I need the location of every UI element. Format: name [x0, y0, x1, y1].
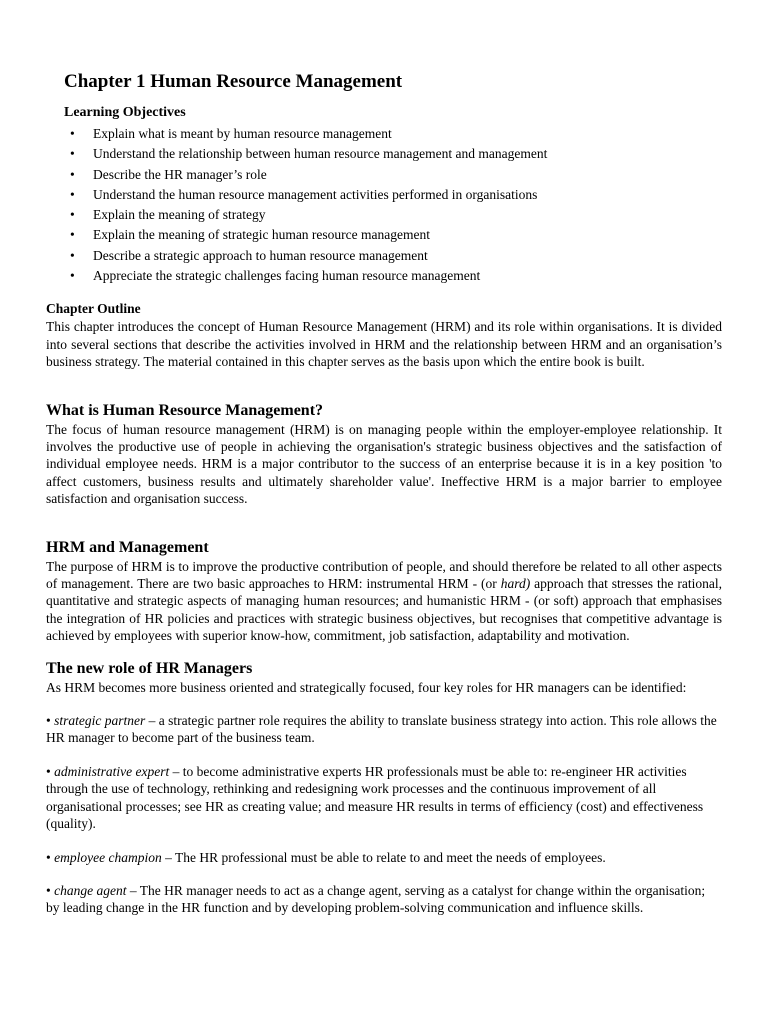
bullet-icon: •	[70, 166, 75, 182]
role-term: administrative expert	[54, 763, 170, 779]
what-is-hrm-text: The focus of human resource management (HRM) is on managing people within the employer-employee relationship. It involves the productive use of people in achieving the organisation's strategic business objectives and the satisfaction of individual employee needs. HRM is a major contributor to the success of an enterprise because it is in a key position 'to affect customers, business results and ultimately shareholder value'. Ineffective HRM is a major barrier to employee satisfaction and organisation success.	[46, 421, 722, 507]
objective-text: Explain what is meant by human resource management	[93, 126, 392, 141]
role-text: – The HR professional must be able to relate to and meet the needs of employees.	[161, 849, 606, 865]
objective-item	[70, 185, 722, 205]
new-role-intro: As HRM becomes more business oriented and strategically focused, four key roles for HR managers can be identified:	[46, 679, 687, 695]
objective-text: Understand the relationship between human resource management and management	[93, 146, 548, 162]
role-administrative-expert	[46, 763, 722, 833]
role-term: change agent	[54, 882, 127, 898]
bullet-icon: •	[70, 207, 75, 223]
learning-objectives-list	[46, 124, 722, 286]
role-text: – a strategic partner role requires the ability to translate business strategy into action. This role allows the HR manager to become part of the business team.	[46, 713, 717, 746]
hrm-text-italic: hard)	[500, 576, 531, 592]
hrm-text-after: approach that stresses the rational, quantitative and strategic aspects of managing human resources; and humanistic HRM - (or soft) approach that emphasises the integration of HR policies and practices with strategic business objectives, but recognises that competitive advantage is achieved by employees with superior know-how, commitment, job satisfaction, adaptability and motivation.	[46, 576, 722, 644]
objective-item	[70, 205, 722, 225]
hrm-and-management-text	[46, 558, 722, 645]
learning-objectives-heading: Learning Objectives	[64, 105, 186, 120]
bullet-icon: •	[46, 882, 51, 898]
role-text: – The HR manager needs to act as a change agent, serving as a catalyst for change within the organisation; by leading change in the HR function and by developing problem-solving communication and influence skills.	[46, 882, 706, 916]
role-text: – to become administrative experts HR professionals must be able to: re-engineer HR activities through the use of technology, rethinking and redesigning work processes and the continuous improvement of all organisational processes; see HR as creating value; and measure HR results in terms of efficiency (cost) and effectiveness (quality).	[46, 763, 704, 832]
role-employee-champion	[46, 849, 722, 866]
role-term: employee champion	[54, 849, 162, 865]
bullet-icon: •	[70, 126, 75, 141]
chapter-outline-text: This chapter introduces the concept of Human Resource Management (HRM) and its role within organisations. It is divided into several sections that describe the activities involved in HRM and the relationship between HRM and an organisation’s business strategy. The material contained in this chapter serves as the basis upon which the entire book is built.	[46, 319, 722, 370]
new-role-heading: The new role of HR Managers	[46, 659, 253, 677]
bullet-icon: •	[70, 227, 75, 243]
hrm-text-before: The purpose of HRM is to improve the productive contribution of people, and should therefore be related to all other aspects of management. There are two basic approaches to HRM: instrumental HRM - (or	[46, 558, 722, 592]
what-is-hrm-heading: What is Human Resource Management?	[46, 401, 324, 419]
objective-text: Describe a strategic approach to human resource management	[93, 247, 428, 263]
objective-text: Appreciate the strategic challenges facing human resource management	[93, 268, 481, 284]
bullet-icon: •	[46, 763, 51, 779]
objective-text: Explain the meaning of strategy	[93, 207, 266, 223]
objective-item	[70, 266, 722, 286]
objective-text: Explain the meaning of strategic human resource management	[93, 227, 430, 243]
bullet-icon: •	[70, 268, 75, 284]
objective-item	[70, 246, 722, 266]
objective-item	[70, 165, 722, 185]
bullet-icon: •	[46, 849, 51, 865]
chapter-title: Chapter 1 Human Resource Management	[64, 71, 403, 92]
hrm-and-management-heading: HRM and Management	[46, 538, 209, 556]
role-change-agent	[46, 882, 722, 917]
bullet-icon: •	[70, 186, 75, 202]
objective-item	[70, 144, 722, 164]
role-term: strategic partner	[54, 713, 146, 729]
bullet-icon: •	[46, 713, 51, 729]
bullet-icon: •	[70, 146, 75, 162]
objective-item	[70, 225, 722, 245]
objective-text: Understand the human resource management activities performed in organisations	[93, 186, 538, 202]
objective-text: Describe the HR manager’s role	[93, 166, 267, 182]
chapter-outline-heading: Chapter Outline	[46, 301, 141, 317]
role-strategic-partner	[46, 712, 722, 747]
bullet-icon: •	[70, 247, 75, 263]
objective-item	[70, 124, 722, 144]
